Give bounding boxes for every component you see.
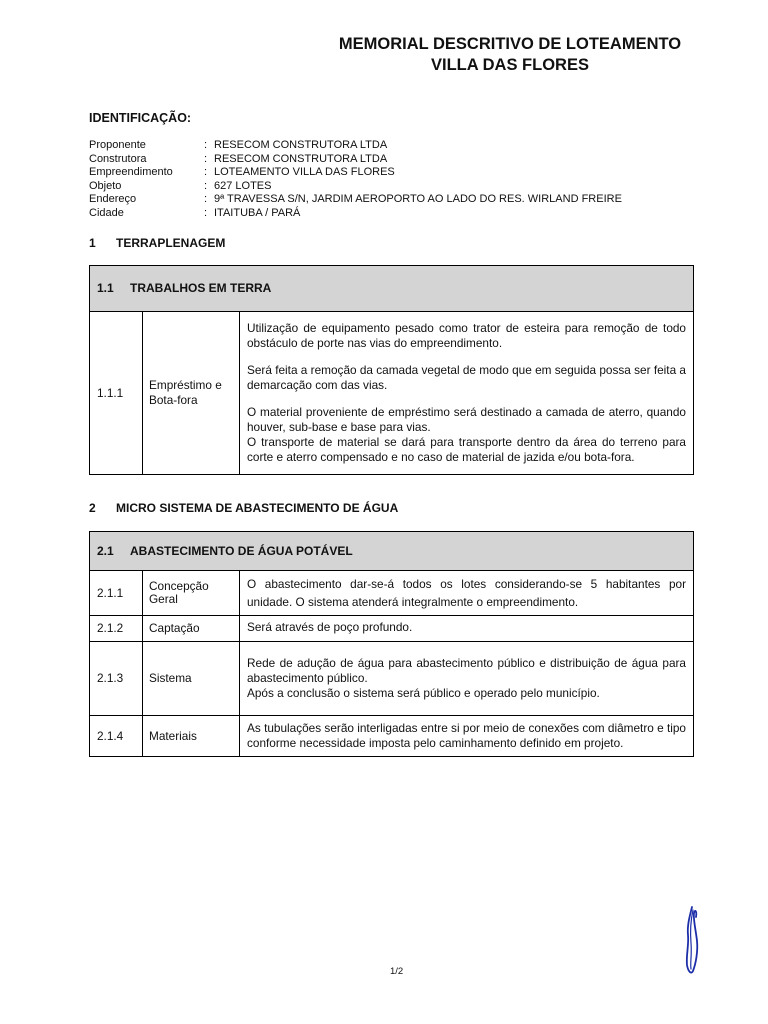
description-paragraph: O material proveniente de empréstimo será destinado a camada de aterro, quando houver, sub-base e base para vias.	[247, 405, 686, 434]
ident-colon: :	[204, 152, 208, 165]
ident-colon: :	[204, 166, 208, 178]
ident-key: Cidade	[89, 206, 124, 219]
identification-heading: IDENTIFICAÇÃO:	[89, 111, 192, 125]
ident-colon: :	[204, 179, 208, 192]
ident-colon: :	[204, 206, 208, 219]
item-description	[240, 571, 694, 616]
table-row	[90, 616, 694, 642]
title-line-1: MEMORIAL DESCRITIVO DE LOTEAMENTO	[338, 35, 682, 53]
ident-value: ITAITUBA / PARÁ	[214, 206, 301, 219]
ident-value: 9ª TRAVESSA S/N, JARDIM AEROPORTO AO LADO DO RES. WIRLAND FREIRE	[214, 193, 622, 205]
item-number: 1.1.1	[90, 312, 143, 475]
ident-row-proponente	[89, 139, 622, 153]
ident-value: RESECOM CONSTRUTORA LTDA	[214, 139, 388, 151]
section-title: MICRO SISTEMA DE ABASTECIMENTO DE ÁGUA	[116, 501, 399, 515]
description-paragraph: Utilização de equipamento pesado como trator de esteira para remoção de todo obstáculo de porte nas vias do empreendimento.	[247, 321, 686, 350]
description-paragraph: Rede de adução de água para abastecimento público e distribuição de água para abastecimento público.	[247, 656, 686, 685]
table-row	[90, 312, 694, 475]
table-header-row	[90, 532, 694, 571]
page-number: 1/2	[390, 966, 404, 977]
table-header-row	[90, 266, 694, 312]
item-name: Empréstimo e Bota-fora	[143, 312, 240, 475]
handwritten-signature	[678, 905, 708, 977]
description-paragraph: As tubulações serão interligadas entre si por meio de conexões com diâmetro e tipo conforme necessidade imposta pelo caminhamento definido em projeto.	[247, 721, 686, 750]
item-description	[240, 642, 694, 716]
item-name: Sistema	[143, 642, 240, 716]
ident-row-objeto	[89, 180, 622, 194]
ident-row-empreendimento	[89, 166, 622, 180]
section-1-table	[89, 265, 694, 475]
table-row	[90, 716, 694, 757]
ident-value: LOTEAMENTO VILLA DAS FLORES	[214, 166, 395, 178]
ident-key: Objeto	[89, 179, 122, 192]
section-2-table	[89, 531, 694, 757]
section-1-heading	[89, 236, 225, 250]
ident-row-endereco	[89, 193, 622, 207]
section-2-heading	[89, 501, 398, 515]
table-row	[90, 571, 694, 616]
ident-value: RESECOM CONSTRUTORA LTDA	[214, 152, 388, 165]
item-number: 2.1.3	[90, 642, 143, 716]
table-header-cell	[90, 266, 694, 312]
subsection-number: 1.1	[97, 281, 114, 295]
ident-key: Construtora	[89, 152, 147, 165]
ident-key: Empreendimento	[89, 166, 173, 178]
item-description	[240, 716, 694, 757]
item-description	[240, 312, 694, 475]
title-line-2: VILLA DAS FLORES	[431, 56, 589, 74]
ident-key: Proponente	[89, 139, 146, 151]
subsection-number: 2.1	[97, 543, 114, 558]
item-number: 2.1.4	[90, 716, 143, 757]
ident-colon: :	[204, 193, 208, 205]
identification-list	[89, 139, 622, 220]
subsection-title: TRABALHOS EM TERRA	[130, 281, 272, 295]
section-number: 1	[89, 236, 96, 250]
description-paragraph: O abastecimento dar-se-á todos os lotes considerando-se 5 habitantes por unidade. O sistema atenderá integralmente o empreendimento.	[247, 577, 686, 609]
document-title	[300, 34, 720, 76]
item-name: Captação	[143, 616, 240, 642]
description-paragraph: Após a conclusão o sistema será público e operado pelo município.	[247, 686, 600, 700]
section-title: TERRAPLENAGEM	[116, 236, 226, 250]
section-number: 2	[89, 501, 96, 515]
table-row	[90, 642, 694, 716]
subsection-title: ABASTECIMENTO DE ÁGUA POTÁVEL	[130, 543, 353, 558]
item-name: Concepção Geral	[143, 571, 240, 616]
item-name: Materiais	[143, 716, 240, 757]
description-paragraph: Será feita a remoção da camada vegetal de modo que em seguida possa ser feita a demarcação com das vias.	[247, 363, 686, 392]
description-paragraph: O transporte de material se dará para transporte dentro da área do terreno para corte e aterro compensado e no caso de material de jazida e/ou bota-fora.	[247, 435, 686, 464]
ident-key: Endereço	[89, 193, 137, 205]
table-header-cell	[90, 532, 694, 571]
item-description	[240, 616, 694, 642]
item-number: 2.1.2	[90, 616, 143, 642]
ident-row-construtora	[89, 153, 622, 167]
ident-colon: :	[204, 139, 208, 151]
ident-row-cidade	[89, 207, 622, 221]
item-number: 2.1.1	[90, 571, 143, 616]
ident-value: 627 LOTES	[214, 179, 272, 192]
description-paragraph: Será através de poço profundo.	[247, 620, 413, 634]
